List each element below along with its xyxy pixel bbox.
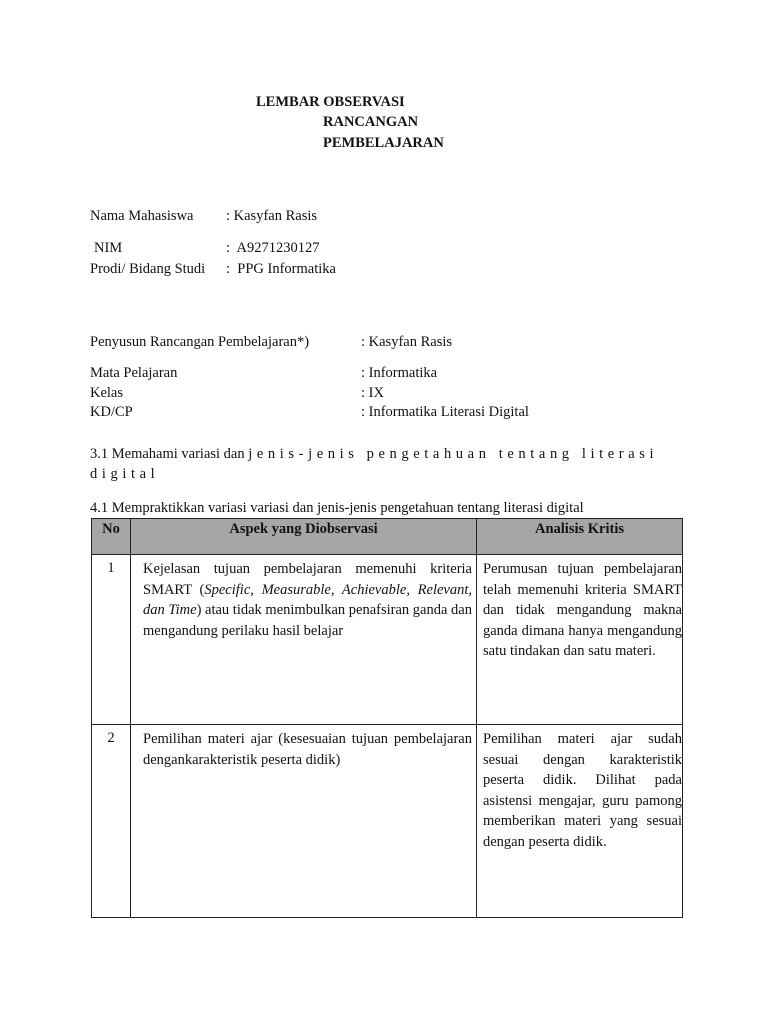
kd-4-1: 4.1 Mempraktikkan variasi variasi dan jenis-jenis pengetahuan tentang literasi digital [90, 500, 584, 516]
kdcp-value: : Informatika Literasi Digital [361, 404, 529, 420]
prodi-value: : PPG Informatika [226, 261, 336, 277]
aspect-text-tail: ) atau tidak menimbulkan penafsiran ganda dan mengandung perilaku hasil belajar [143, 602, 472, 639]
aspect-text: Kejelasan tujuan pembelajaran memenuhi kriteria SMART ( [143, 561, 472, 598]
mapel-label: Mata Pelajaran [90, 365, 178, 381]
document-title-line1: LEMBAR OBSERVASI [256, 94, 405, 110]
header-no: No [92, 519, 131, 555]
observation-table [91, 518, 683, 918]
mapel-value: : Informatika [361, 365, 438, 381]
kd-3-1-spaced: jenis-jenis pengetahuan tentang literasi [248, 446, 659, 462]
row-number: 2 [92, 725, 131, 918]
kdcp-label: KD/CP [90, 404, 133, 420]
header-aspect: Aspek yang Diobservasi [131, 519, 477, 555]
kd-3-1-line2: digital [90, 466, 160, 482]
table-header-row [92, 519, 683, 555]
student-name-value: : Kasyfan Rasis [226, 208, 318, 224]
aspect-cell: Pemilihan materi ajar (kesesuaian tujuan pembelajaran dengankarakteristik peserta didik) [131, 725, 477, 918]
header-analysis: Analisis Kritis [477, 519, 683, 555]
student-name-label: Nama Mahasiswa [90, 208, 194, 224]
prodi-label: Prodi/ Bidang Studi [90, 261, 206, 277]
table-row [92, 555, 683, 725]
penyusun-value: : Kasyfan Rasis [361, 334, 453, 350]
kelas-label: Kelas [90, 385, 124, 401]
kd-3-1-line1 [90, 445, 658, 463]
aspect-cell [131, 555, 477, 725]
nim-value: : A9271230127 [226, 240, 320, 256]
document-title-line2: RANCANGAN [323, 114, 419, 130]
table-row [92, 725, 683, 918]
aspect-italic-text: Specific, Measurable, Achievable, Relevant, dan Time [143, 581, 472, 618]
analysis-cell: Perumusan tujuan pembelajaran telah memenuhi kriteria SMART dan tidak mengandung makna ganda dimana hanya mengandung satu tindakan dan satu materi. [477, 555, 683, 725]
row-number: 1 [92, 555, 131, 725]
penyusun-label: Penyusun Rancangan Pembelajaran*) [90, 334, 310, 350]
document-title-line3: PEMBELAJARAN [323, 135, 444, 151]
kelas-value: : IX [361, 385, 384, 401]
analysis-cell: Pemilihan materi ajar sudah sesuai dengan karakteristik peserta didik. Dilihat pada asistensi mengajar, guru pamong memberikan materi yang sesuai dengan peserta didik. [477, 725, 683, 918]
nim-label: NIM [94, 240, 123, 256]
kd-3-1-intro: 3.1 Memahami variasi dan [90, 446, 249, 462]
